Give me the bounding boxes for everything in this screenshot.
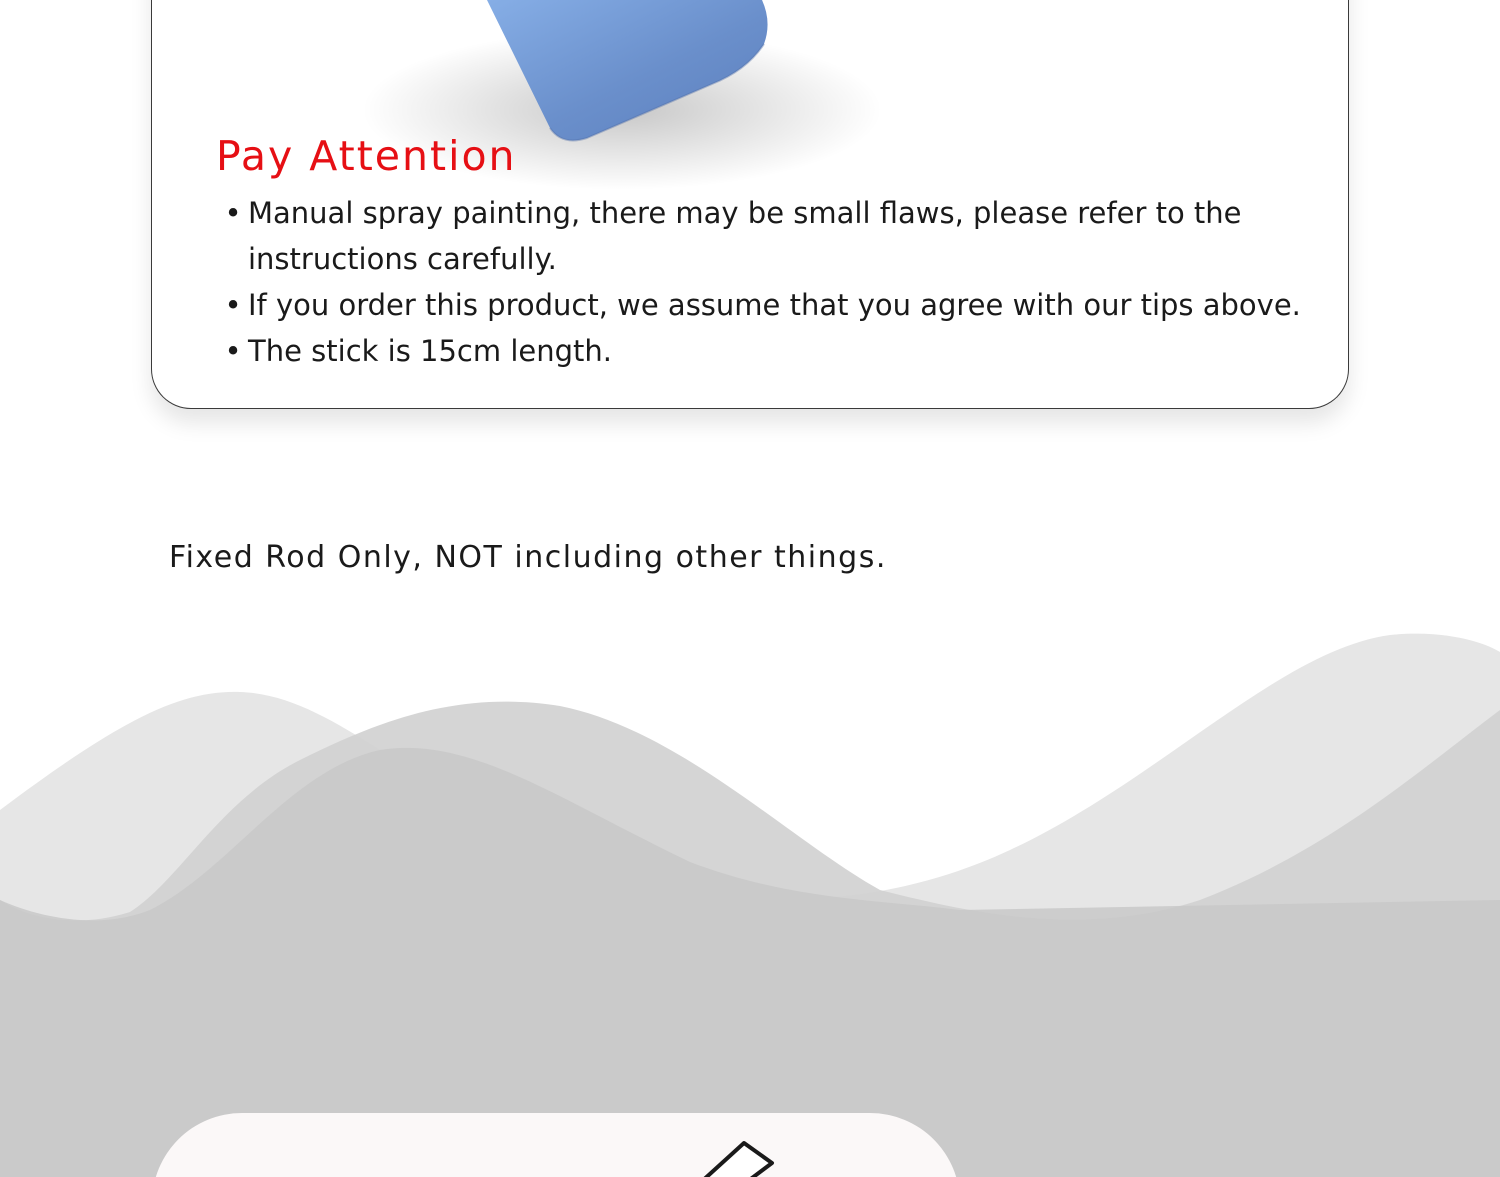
- bottom-product-card: [152, 1113, 960, 1177]
- tip-text: If you order this product, we assume that you agree with our tips above.: [248, 288, 1301, 322]
- tip-item: [222, 282, 1332, 328]
- notice-card: [151, 0, 1349, 409]
- package-note: Fixed Rod Only, NOT including other things.: [169, 540, 887, 575]
- tip-text: The stick is 15cm length.: [248, 334, 613, 368]
- tips-list: [222, 190, 1332, 374]
- bullet-icon: •: [224, 196, 242, 230]
- bullet-icon: •: [224, 334, 242, 368]
- attention-title: Pay Attention: [216, 132, 517, 180]
- wave-background: [0, 600, 1500, 1177]
- tip-text: Manual spray painting, there may be small flaws, please refer to the instructions carefully.: [248, 196, 1242, 276]
- tip-item: [222, 328, 1332, 374]
- bottom-product-photo: [152, 1113, 960, 1177]
- tip-item: [222, 190, 1332, 282]
- bullet-icon: •: [224, 288, 242, 322]
